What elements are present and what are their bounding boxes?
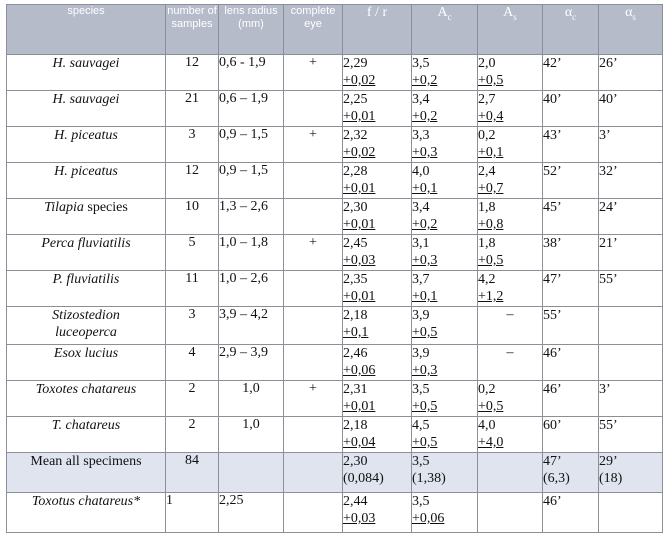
as-cell: 0,2 +0,1 [478, 127, 543, 163]
samples-cell: 12 [166, 55, 219, 91]
alpha-c-cell: 46’ [543, 381, 599, 417]
table-row [7, 235, 663, 271]
fr-cell: 2,30 +0,01 [343, 199, 412, 235]
eye-cell: + [284, 127, 343, 163]
eye-cell [284, 271, 343, 307]
header-as: $A_s$ [478, 5, 543, 55]
lens-cell: 0,6 - 1,9 [219, 55, 284, 91]
as-cell [478, 493, 543, 533]
samples-cell: 3 [166, 307, 219, 345]
table-row [7, 199, 663, 235]
fr-cell: 2,46 +0,06 [343, 345, 412, 381]
eye-cell: + [284, 55, 343, 91]
samples-cell: 21 [166, 91, 219, 127]
header-alpha-s: $\alpha_s$ [599, 5, 663, 55]
as-cell: 1,8 +0,8 [478, 199, 543, 235]
ac-cell: 3,5 +0,5 [412, 381, 478, 417]
eye-cell [284, 307, 343, 345]
fr-cell: 2,28 +0,01 [343, 163, 412, 199]
lens-cell: 1,0 – 2,6 [219, 271, 284, 307]
alpha-s-cell [599, 345, 663, 381]
samples-cell: 3 [166, 127, 219, 163]
species-cell: T. chatareus [7, 417, 166, 453]
eye-cell [284, 345, 343, 381]
lens-cell: 3,9 – 4,2 [219, 307, 284, 345]
alpha-s-cell: 32’ [599, 163, 663, 199]
samples-cell: 2 [166, 417, 219, 453]
table-row [7, 55, 663, 91]
mean-label-cell: Mean all specimens [7, 453, 166, 493]
header-samples: number of samples [166, 5, 219, 55]
lens-cell: 1,0 [219, 381, 284, 417]
as-cell: 0,2 +0,5 [478, 381, 543, 417]
alpha-c-cell: 38’ [543, 235, 599, 271]
alpha-s-cell [599, 493, 663, 533]
alpha-c-cell: 45’ [543, 199, 599, 235]
alpha-c-cell: 46’ [543, 493, 599, 533]
mean-ac-cell: 3,5 (1,38) [412, 453, 478, 493]
table-row [7, 381, 663, 417]
eye-cell: + [284, 235, 343, 271]
table-row [7, 345, 663, 381]
species-cell: H. piceatus [7, 163, 166, 199]
header-row [7, 5, 663, 55]
samples-cell: 2 [166, 381, 219, 417]
mean-alpha-s-cell: 29’ (18) [599, 453, 663, 493]
fr-cell: 2,29 +0,02 [343, 55, 412, 91]
fr-cell: 2,32 +0,02 [343, 127, 412, 163]
header-species: species [7, 5, 166, 55]
header-ac: $A_c$ [412, 5, 478, 55]
fr-cell: 2,45 +0,03 [343, 235, 412, 271]
mean-as-cell [478, 453, 543, 493]
ac-cell: 3,1 +0,3 [412, 235, 478, 271]
as-cell: – [478, 307, 543, 345]
species-cell: H. sauvagei [7, 91, 166, 127]
data-table-container [6, 4, 662, 533]
alpha-c-cell: 42’ [543, 55, 599, 91]
alpha-s-cell: 24’ [599, 199, 663, 235]
header-alpha-c: $\alpha_c$ [543, 5, 599, 55]
fr-cell: 2,31 +0,01 [343, 381, 412, 417]
lens-cell: 0,9 – 1,5 [219, 127, 284, 163]
eye-cell [284, 91, 343, 127]
alpha-s-cell: 26’ [599, 55, 663, 91]
fr-cell: 2,44 +0,03 [343, 493, 412, 533]
as-cell: 1,8 +0,5 [478, 235, 543, 271]
fr-cell: 2,18 +0,04 [343, 417, 412, 453]
species-cell: Toxotus chatareus* [7, 493, 166, 533]
species-data-table [6, 4, 663, 533]
species-cell: P. fluviatilis [7, 271, 166, 307]
species-cell: H. sauvagei [7, 55, 166, 91]
as-cell: 4,2 +1,2 [478, 271, 543, 307]
eye-cell: + [284, 381, 343, 417]
ac-cell: 3,9 +0,3 [412, 345, 478, 381]
alpha-c-cell: 47’ [543, 271, 599, 307]
ac-cell: 3,3 +0,3 [412, 127, 478, 163]
lens-cell: 2,9 – 3,9 [219, 345, 284, 381]
table-row [7, 127, 663, 163]
alpha-s-cell: 21’ [599, 235, 663, 271]
ac-cell: 3,4 +0,2 [412, 91, 478, 127]
table-row [7, 271, 663, 307]
samples-cell: 4 [166, 345, 219, 381]
lens-cell: 1,0 – 1,8 [219, 235, 284, 271]
as-cell: – [478, 345, 543, 381]
species-cell: Stizostedion luceoperca [7, 307, 166, 345]
mean-eye-cell [284, 453, 343, 493]
lens-cell: 1,3 – 2,6 [219, 199, 284, 235]
ac-cell: 3,5 +0,06 [412, 493, 478, 533]
fr-cell: 2,35 +0,01 [343, 271, 412, 307]
lens-cell: 0,9 – 1,5 [219, 163, 284, 199]
header-lens-radius: lens radius (mm) [219, 5, 284, 55]
table-row [7, 307, 663, 345]
as-cell: 2,7 +0,4 [478, 91, 543, 127]
alpha-s-cell [599, 307, 663, 345]
alpha-c-cell: 40’ [543, 91, 599, 127]
lens-cell: 2,25 [219, 493, 284, 533]
table-row [7, 91, 663, 127]
fr-cell: 2,25 +0,01 [343, 91, 412, 127]
species-cell: Esox lucius [7, 345, 166, 381]
alpha-c-cell: 46’ [543, 345, 599, 381]
eye-cell [284, 493, 343, 533]
as-cell: 4,0 +4,0 [478, 417, 543, 453]
alpha-s-cell: 3’ [599, 381, 663, 417]
as-cell: 2,0 +0,5 [478, 55, 543, 91]
lens-cell: 1,0 [219, 417, 284, 453]
table-row [7, 417, 663, 453]
mean-samples-cell: 84 [166, 453, 219, 493]
samples-cell: 11 [166, 271, 219, 307]
eye-cell [284, 163, 343, 199]
alpha-c-cell: 60’ [543, 417, 599, 453]
species-cell: Tilapia species [7, 199, 166, 235]
alpha-s-cell: 3’ [599, 127, 663, 163]
table-row [7, 163, 663, 199]
samples-cell: 1 [166, 493, 219, 533]
species-cell: Toxotes chatareus [7, 381, 166, 417]
alpha-s-cell: 55’ [599, 417, 663, 453]
species-cell: H. piceatus [7, 127, 166, 163]
table-row [7, 493, 663, 533]
ac-cell: 4,0 +0,1 [412, 163, 478, 199]
mean-alpha-c-cell: 47’ (6,3) [543, 453, 599, 493]
mean-fr-cell: 2,30 (0,084) [343, 453, 412, 493]
ac-cell: 3,7 +0,1 [412, 271, 478, 307]
samples-cell: 5 [166, 235, 219, 271]
ac-cell: 4,5 +0,5 [412, 417, 478, 453]
ac-cell: 3,9 +0,5 [412, 307, 478, 345]
lens-cell: 0,6 – 1,9 [219, 91, 284, 127]
mean-lens-cell [219, 453, 284, 493]
alpha-s-cell: 55’ [599, 271, 663, 307]
ac-cell: 3,4 +0,2 [412, 199, 478, 235]
as-cell: 2,4 +0,7 [478, 163, 543, 199]
samples-cell: 10 [166, 199, 219, 235]
header-f-over-r: f / r [343, 5, 412, 55]
header-complete-eye: complete eye [284, 5, 343, 55]
eye-cell [284, 199, 343, 235]
alpha-c-cell: 52’ [543, 163, 599, 199]
samples-cell: 12 [166, 163, 219, 199]
fr-cell: 2,18 +0,1 [343, 307, 412, 345]
alpha-s-cell: 40’ [599, 91, 663, 127]
alpha-c-cell: 43’ [543, 127, 599, 163]
eye-cell [284, 417, 343, 453]
ac-cell: 3,5 +0,2 [412, 55, 478, 91]
mean-row [7, 453, 663, 493]
species-cell: Perca fluviatilis [7, 235, 166, 271]
alpha-c-cell: 55’ [543, 307, 599, 345]
